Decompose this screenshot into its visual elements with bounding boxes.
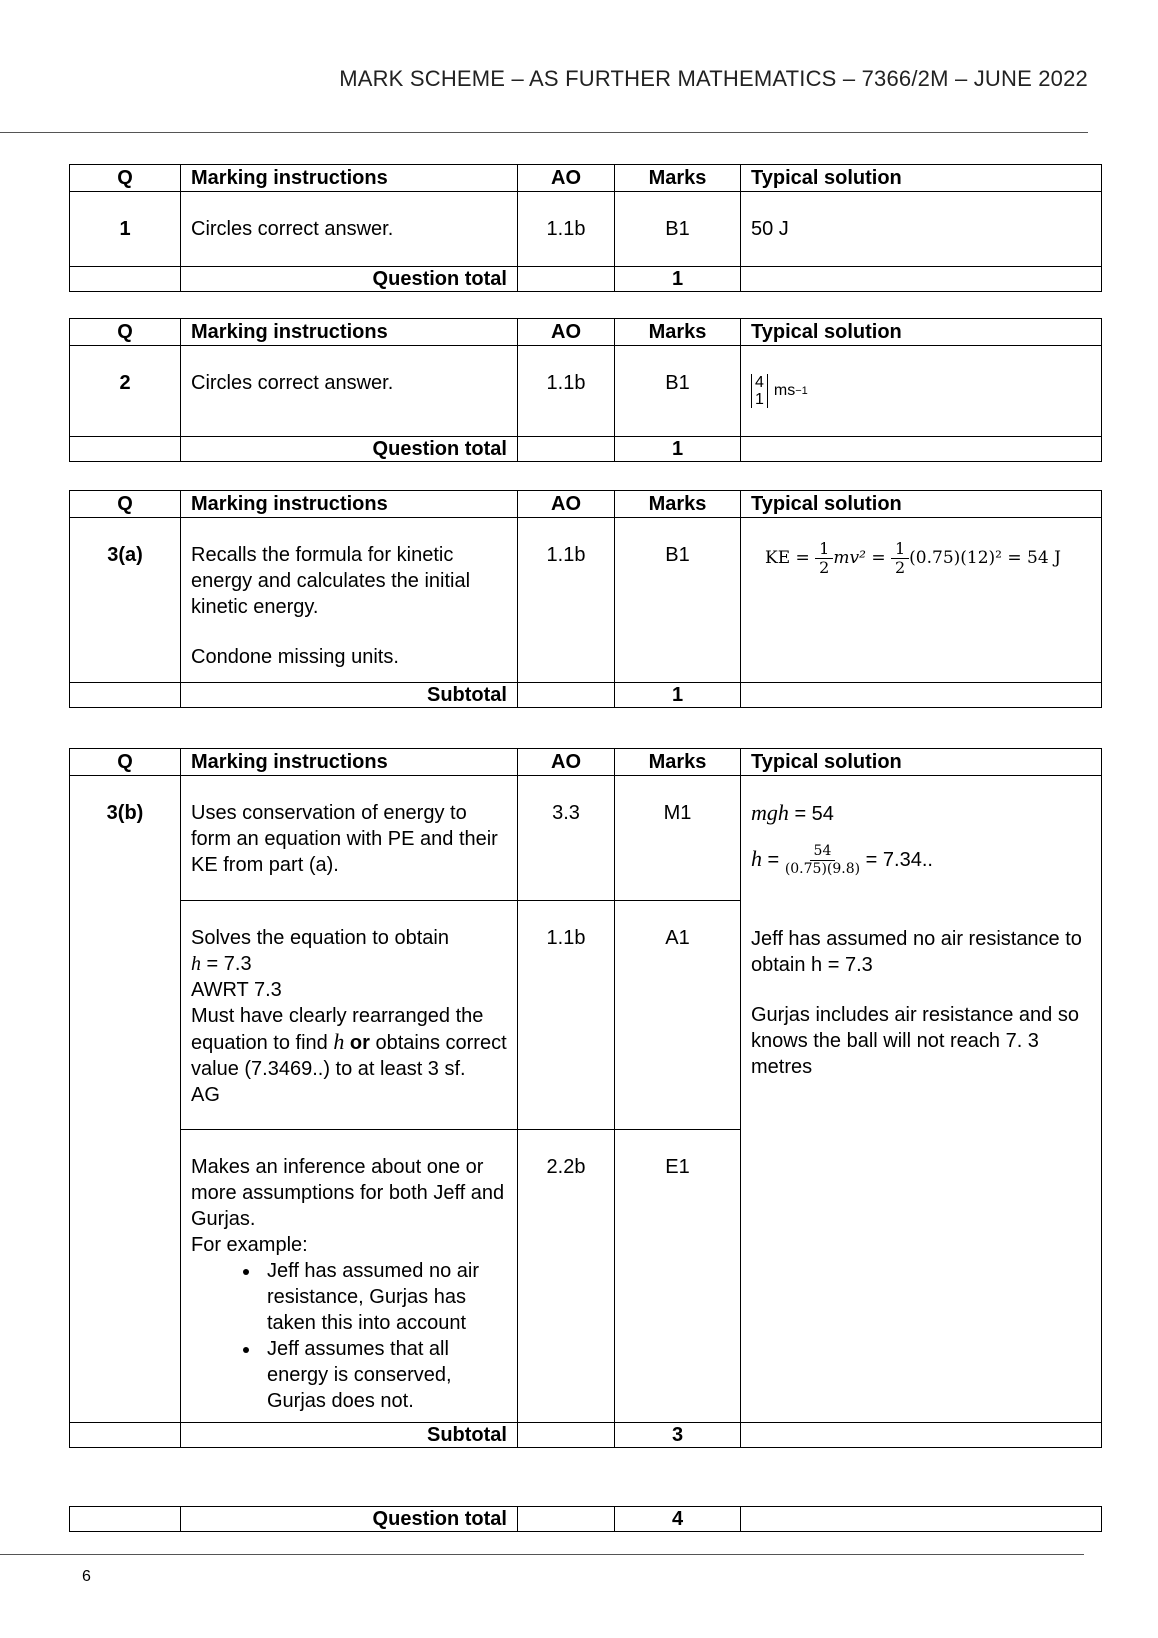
col-marking-instructions: Marking instructions — [181, 165, 518, 192]
col-typical-solution: Typical solution — [741, 491, 1102, 518]
total-label: Question total — [181, 267, 518, 292]
total-value: 3 — [615, 1423, 741, 1448]
col-marking-instructions: Marking instructions — [181, 319, 518, 346]
marking-instruction: Solves the equation to obtain h = 7.3 AWRT 7.3 Must have clearly rearranged the equation to find h or obtains correct value (7.3469..) to at least 3 sf. AG — [181, 901, 518, 1130]
total-value: 4 — [615, 1507, 741, 1532]
mark-value: B1 — [615, 192, 741, 267]
question-3a-table — [69, 490, 1102, 708]
total-label: Question total — [181, 437, 518, 462]
marking-instruction: Uses conservation of energy to form an equation with PE and their KE from part (a). — [181, 776, 518, 901]
page-number: 6 — [82, 1568, 91, 1585]
header-row — [70, 491, 1102, 518]
col-typical-solution: Typical solution — [741, 319, 1102, 346]
question-number: 1 — [70, 192, 181, 267]
total-row — [70, 1507, 1102, 1532]
question-2-table — [69, 318, 1102, 462]
col-marks: Marks — [615, 749, 741, 776]
question-number: 3(a) — [70, 518, 181, 683]
col-typical-solution: Typical solution — [741, 165, 1102, 192]
header-divider — [0, 132, 1088, 133]
vector-bottom: 1 — [755, 391, 764, 408]
unit-power: −1 — [795, 385, 808, 397]
kinetic-energy-equation: KE = $\frac{1}{2}$ mv² = $\frac{1}{2}$ (0.75)(12)² = 54 J — [765, 539, 1061, 577]
col-marks: Marks — [615, 491, 741, 518]
mark-value: B1 — [615, 518, 741, 683]
total-row — [70, 267, 1102, 292]
instruction-note: Condone missing units. — [191, 646, 399, 668]
total-value: 1 — [615, 267, 741, 292]
mgh-symbol: mgh — [751, 800, 789, 825]
vector-top: 4 — [755, 374, 764, 391]
example-list — [191, 1258, 507, 1414]
ao-value: 3.3 — [518, 776, 615, 901]
table-row — [70, 776, 1102, 901]
typical-solution — [741, 518, 1102, 683]
total-value: 1 — [615, 437, 741, 462]
total-row — [70, 437, 1102, 462]
list-item: • Jeff has assumed no air resistance, Gurjas has taken this into account — [261, 1258, 507, 1336]
marking-instruction: Circles correct answer. — [181, 346, 518, 437]
typical-solution: 50 J — [741, 192, 1102, 267]
col-marks: Marks — [615, 319, 741, 346]
col-q: Q — [70, 491, 181, 518]
question-3b-table — [69, 748, 1102, 1448]
header-row — [70, 165, 1102, 192]
total-label: Subtotal — [181, 683, 518, 708]
mark-value: E1 — [615, 1130, 741, 1423]
solution-paragraph: Gurjas includes air resistance and so knows the ball will not reach 7. 3 metres — [751, 1004, 1079, 1078]
velocity-unit: ms — [773, 382, 796, 399]
marking-instruction — [181, 518, 518, 683]
question-1-table — [69, 164, 1102, 292]
ao-value: 1.1b — [518, 518, 615, 683]
table-row — [70, 346, 1102, 437]
table-row — [70, 192, 1102, 267]
question-number: 3(b) — [70, 776, 181, 1423]
mark-value: B1 — [615, 346, 741, 437]
total-label: Question total — [181, 1507, 518, 1532]
total-label: Subtotal — [181, 1423, 518, 1448]
ao-value: 1.1b — [518, 192, 615, 267]
page-header: MARK SCHEME – AS FURTHER MATHEMATICS – 7366/2M – JUNE 2022 — [339, 66, 1088, 91]
mark-value: A1 — [615, 901, 741, 1130]
ao-value: 1.1b — [518, 346, 615, 437]
solution-paragraph: Jeff has assumed no air resistance to obtain h = 7.3 — [751, 928, 1082, 976]
col-typical-solution: Typical solution — [741, 749, 1102, 776]
instruction-text: Recalls the formula for kinetic energy and calculates the initial kinetic energy. — [191, 544, 471, 618]
col-q: Q — [70, 165, 181, 192]
col-ao: AO — [518, 165, 615, 192]
height-fraction: $\frac{54}{(0.75)(9.8)}$ — [784, 843, 861, 877]
marking-instruction: Makes an inference about one or more assumptions for both Jeff and Gurjas. For example: • Jeff has assumed no air resistance, Gurjas has taken this into account • Jeff assumes that all energy is conserved, Gurjas does not. — [181, 1130, 518, 1423]
question-number: 2 — [70, 346, 181, 437]
marking-instruction: Circles correct answer. — [181, 192, 518, 267]
total-row — [70, 683, 1102, 708]
mark-value: M1 — [615, 776, 741, 901]
col-marks: Marks — [615, 165, 741, 192]
header-row — [70, 749, 1102, 776]
col-ao: AO — [518, 491, 615, 518]
ao-value: 1.1b — [518, 901, 615, 1130]
col-ao: AO — [518, 319, 615, 346]
col-marking-instructions: Marking instructions — [181, 749, 518, 776]
table-row — [70, 518, 1102, 683]
header-row — [70, 319, 1102, 346]
velocity-vector — [751, 374, 808, 408]
col-marking-instructions: Marking instructions — [181, 491, 518, 518]
total-row — [70, 1423, 1102, 1448]
total-value: 1 — [615, 683, 741, 708]
typical-solution — [741, 346, 1102, 437]
col-q: Q — [70, 319, 181, 346]
ao-value: 2.2b — [518, 1130, 615, 1423]
col-ao: AO — [518, 749, 615, 776]
list-item: • Jeff assumes that all energy is conserved, Gurjas does not. — [261, 1336, 507, 1414]
col-q: Q — [70, 749, 181, 776]
footer-divider — [0, 1554, 1084, 1555]
question-3-total-table — [69, 1506, 1102, 1532]
typical-solution: mgh = 54 h = $\frac{54}{(0.75)(9.8)}$ = 7.34.. Jeff has assumed no air resistance to obtain h = 7.3 Gurjas includes air resistance and so knows the ball will not reach 7. 3 metres — [741, 776, 1102, 1423]
